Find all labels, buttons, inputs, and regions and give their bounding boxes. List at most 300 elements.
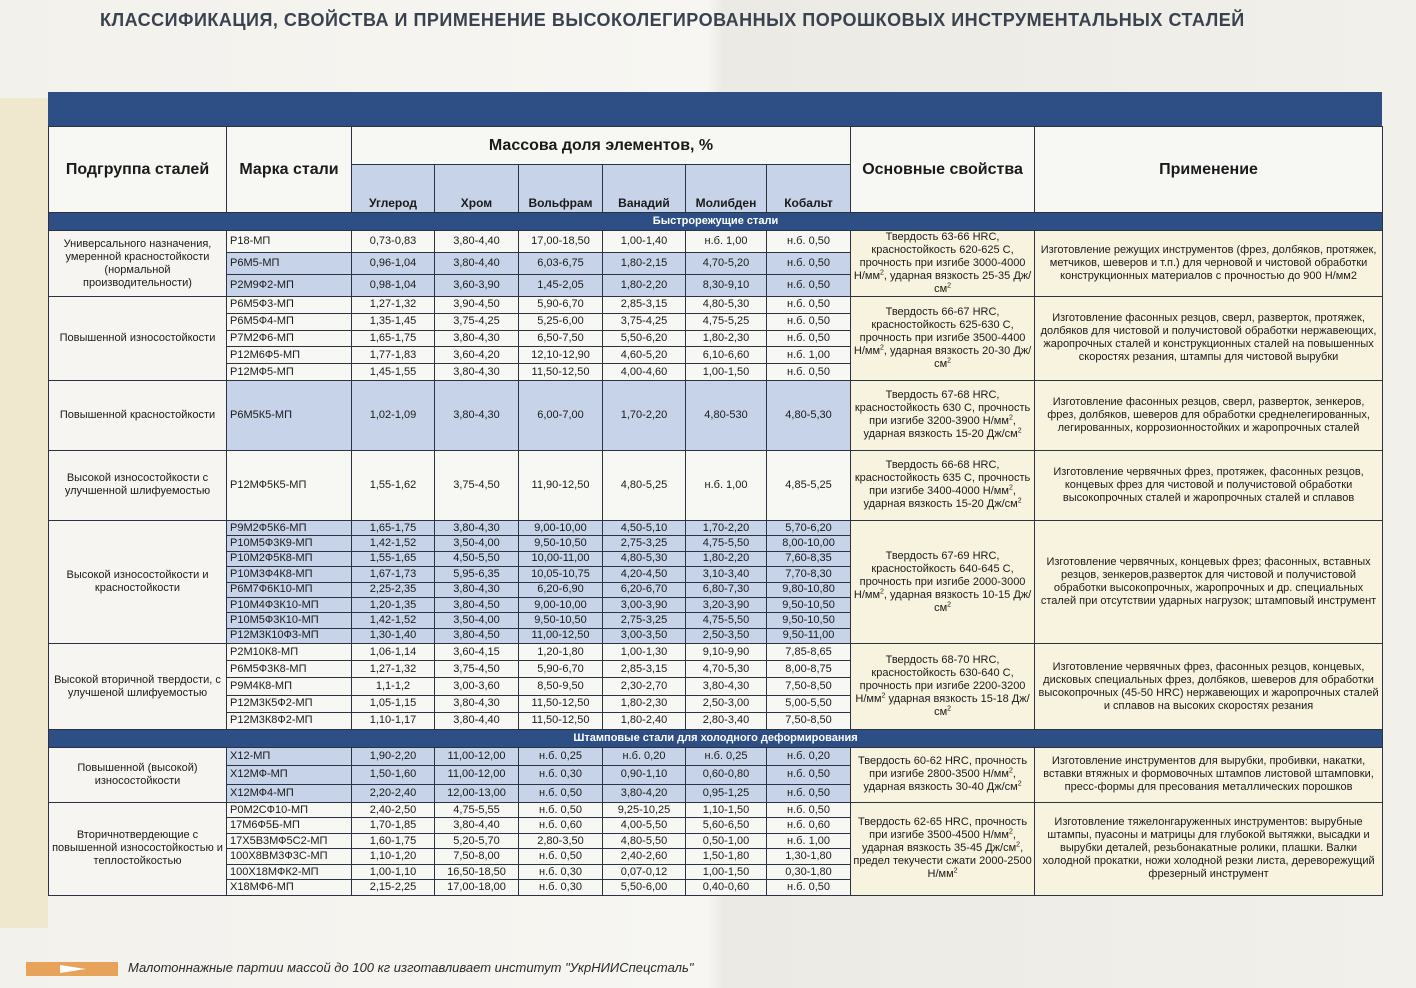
element-value: 6,20-6,70 [603, 582, 686, 597]
element-value: 11,00-12,00 [435, 766, 519, 784]
element-value: 4,50-5,10 [603, 520, 686, 535]
footer-note: Малотоннажные партии массой до 100 кг изготавливает институт "УкрНИИСпецсталь" [128, 960, 694, 975]
properties-text: Твердость 67-68 HRC, красностойкость 630 С, прочность при изгибе 3200-3900 Н/мм [854, 389, 1031, 428]
element-value: 1,50-1,60 [352, 766, 435, 784]
element-value: 3,20-3,90 [686, 597, 767, 612]
element-value: 11,50-12,50 [519, 364, 603, 381]
steel-grade: 17Х5В3МФ5С2-МП [227, 833, 352, 849]
element-value: 5,20-5,70 [435, 833, 519, 849]
element-value: 4,70-5,30 [686, 661, 767, 678]
steel-grade: Х12МФ4-МП [227, 784, 352, 802]
properties-text: Твердость 67-69 HRC, красностойкость 640-645 С, прочность при изгибе 2000-3000 Н/мм [853, 549, 1026, 601]
table-row [49, 520, 1383, 535]
element-value: 4,80-5,30 [767, 380, 851, 450]
element-value: 4,80-5,30 [686, 297, 767, 314]
element-value: н.б. 1,00 [767, 833, 851, 849]
element-value: 4,20-4,50 [603, 567, 686, 582]
element-value: 0,50-1,00 [686, 833, 767, 849]
steel-grade: Р12М3К10Ф3-МП [227, 628, 352, 643]
element-value: 9,00-10,00 [519, 597, 603, 612]
superscript: 2 [880, 587, 884, 595]
element-value: 10,05-10,75 [519, 567, 603, 582]
header-chromium: Хром [435, 165, 519, 213]
element-value: 1,00-1,40 [603, 231, 686, 253]
element-value: 4,85-5,25 [767, 450, 851, 520]
properties-text: , ударная вязкость 15-20 Дж/см [863, 485, 1018, 511]
element-value: 9,50-10,50 [767, 597, 851, 612]
element-value: 0,30-1,80 [767, 864, 851, 880]
element-value: 5,90-6,70 [519, 297, 603, 314]
element-value: 1,80-2,15 [603, 253, 686, 275]
element-value: 7,70-8,30 [767, 567, 851, 582]
element-value: 4,75-5,50 [686, 536, 767, 551]
element-value: 10,00-11,00 [519, 551, 603, 566]
table-row [49, 380, 1383, 450]
section-title: Штамповые стали для холодного деформирования [49, 730, 1383, 748]
element-value: 4,00-4,60 [603, 364, 686, 381]
group-name: Высокой вторичной твердости, с улучшеной шлифуемостью [49, 644, 227, 730]
properties-text: Твердость 63-66 HRC, красностойкость 620-625 С, прочность при изгибе 3000-4000 Н/мм [853, 231, 1026, 282]
element-value: 9,50-10,50 [767, 613, 851, 628]
element-value: 6,00-7,00 [519, 380, 603, 450]
element-value: н.б. 1,00 [686, 450, 767, 520]
steel-grade: Р0М2СФ10-МП [227, 802, 352, 818]
element-value: 1,70-2,20 [603, 380, 686, 450]
element-value: 1,67-1,73 [352, 567, 435, 582]
table-row [49, 644, 1383, 661]
application: Изготовление червячных фрез, фасонных резцов, концевых, дисковых специальных фрез, долбяков, шеверов для обработки высокопрочных (45-50 HRC) нержавеющих и жаропрочных сталей и сплавов на высоких скоростях резания [1035, 644, 1383, 730]
superscript: 2 [953, 867, 958, 875]
element-value: 6,80-7,30 [686, 582, 767, 597]
superscript: 2 [1008, 767, 1013, 775]
element-value: 7,50-8,00 [435, 849, 519, 865]
element-value: 4,60-5,20 [603, 347, 686, 364]
element-value: 1,06-1,14 [352, 644, 435, 661]
properties-text: , ударная вязкость 15-20 Дж/см [863, 415, 1018, 441]
element-value: н.б. 0,30 [519, 880, 603, 896]
application: Изготовление режущих инструментов (фрез, долбяков, протяжек, метчиков, шеверов и т.п.) для черновой и чистовой обработки конструкционных материалов с прочностью до 900 Н/мм2 [1035, 231, 1383, 297]
element-value: 1,55-1,65 [352, 551, 435, 566]
element-value: 17,00-18,00 [435, 880, 519, 896]
element-value: 3,10-3,40 [686, 567, 767, 582]
element-value: 0,07-0,12 [603, 864, 686, 880]
properties-text: Твердость 60-62 HRC, прочность при изгибе 2800-3500 Н/мм [858, 755, 1028, 781]
element-value: 1,70-2,20 [686, 520, 767, 535]
element-value: 1,50-1,80 [686, 849, 767, 865]
element-value: 7,50-8,50 [767, 712, 851, 729]
element-value: 3,50-4,00 [435, 613, 519, 628]
steel-grade: Р6М7Ф6К10-МП [227, 582, 352, 597]
element-value: н.б. 0,50 [767, 275, 851, 297]
element-value: 9,25-10,25 [603, 802, 686, 818]
element-value: 1,10-1,20 [352, 849, 435, 865]
element-value: 3,80-4,50 [435, 597, 519, 612]
properties-text: , ударная вязкость 35-45 Дж/см [861, 829, 1017, 855]
table-row [49, 231, 1383, 253]
main-properties [851, 380, 1035, 450]
element-value: н.б. 0,30 [519, 864, 603, 880]
element-value: 3,60-4,15 [435, 644, 519, 661]
element-value: 2,40-2,60 [603, 849, 686, 865]
steel-grade: Р7М2Ф6-МП [227, 330, 352, 347]
element-value: 17,00-18,50 [519, 231, 603, 253]
table-row [49, 748, 1383, 766]
main-properties [851, 644, 1035, 730]
element-value: н.б. 0,50 [767, 802, 851, 818]
application: Изготовление инструментов для вырубки, пробивки, накатки, вставки втяжных и формовочных штампов листовой штамповки, пресс-формы для пресования металлических порошков [1035, 748, 1383, 803]
left-margin-strip [0, 98, 48, 928]
element-value: 1,05-1,15 [352, 695, 435, 712]
element-value: 9,10-9,90 [686, 644, 767, 661]
element-value: н.б. 0,25 [519, 748, 603, 766]
steel-grade: Р12М3К5Ф2-МП [227, 695, 352, 712]
element-value: 0,95-1,25 [686, 784, 767, 802]
properties-text: Твердость 66-68 HRC, красностойкость 635 С, прочность при изгибе 3400-4000 Н/мм [854, 459, 1031, 498]
group-name: Повышенной (высокой) износостойкости [49, 748, 227, 803]
group-name: Универсального назначения, умеренной красностойкости (нормальной производительности) [49, 231, 227, 297]
element-value: 0,90-1,10 [603, 766, 686, 784]
element-value: н.б. 0,50 [767, 313, 851, 330]
element-value: 11,00-12,50 [519, 628, 603, 643]
element-value: 2,40-2,50 [352, 802, 435, 818]
main-properties [851, 450, 1035, 520]
application: Изготовление фасонных резцов, сверл, разверток, зенкеров, фрез, долбяков, шеверов для обработки среднелегированных, легированных, коррозионностойких и жаропрочных сталей [1035, 380, 1383, 450]
element-value: 0,96-1,04 [352, 253, 435, 275]
steel-grade: Р12М6Ф5-МП [227, 347, 352, 364]
steel-grade: Р10М4Ф3К10-МП [227, 597, 352, 612]
superscript: 2 [947, 705, 952, 713]
element-value: 1,42-1,52 [352, 613, 435, 628]
element-value: 7,60-8,35 [767, 551, 851, 566]
header-application: Применение [1035, 127, 1383, 213]
table-row [49, 450, 1383, 520]
element-value: 4,70-5,20 [686, 253, 767, 275]
element-value: н.б. 0,50 [767, 297, 851, 314]
element-value: н.б. 0,20 [603, 748, 686, 766]
superscript: 2 [880, 344, 884, 352]
element-value: 11,90-12,50 [519, 450, 603, 520]
header-props: Основные свойства [851, 127, 1035, 213]
steel-grade: Р10М5Ф3К9-МП [227, 536, 352, 551]
element-value: 1,00-1,50 [686, 864, 767, 880]
superscript: 2 [947, 357, 952, 365]
element-value: 0,98-1,04 [352, 275, 435, 297]
element-value: 2,80-3,40 [686, 712, 767, 729]
element-value: 1,80-2,30 [686, 330, 767, 347]
element-value: 5,00-5,50 [767, 695, 851, 712]
element-value: 1,70-1,85 [352, 818, 435, 834]
steel-grade: 100Х8ВМ3Ф3С-МП [227, 849, 352, 865]
main-properties [851, 748, 1035, 803]
element-value: 2,85-3,15 [603, 297, 686, 314]
steel-grade: Р10М3Ф4К8-МП [227, 567, 352, 582]
properties-text: , ударная вязкость 20-30 Дж/см [883, 344, 1032, 370]
element-value: 2,30-2,70 [603, 678, 686, 695]
element-value: 3,75-4,50 [435, 661, 519, 678]
element-value: 4,50-5,50 [435, 551, 519, 566]
element-value: 9,80-10,80 [767, 582, 851, 597]
element-value: н.б. 0,20 [767, 748, 851, 766]
steel-grade: 100Х18МФК2-МП [227, 864, 352, 880]
superscript: 2 [947, 282, 952, 290]
element-value: н.б. 0,50 [767, 784, 851, 802]
steel-grade: Р18-МП [227, 231, 352, 253]
superscript: 2 [947, 600, 952, 608]
element-value: 4,80-530 [686, 380, 767, 450]
element-value: 4,75-5,55 [435, 802, 519, 818]
application: Изготовление фасонных резцов, сверл, разверток, протяжек, долбяков для чистовой и получистовой обработки нержавеющих, жаропрочных сталей и конструкционных сталей на повышенных скоростях резания, штампы для чистовой вырубки [1035, 297, 1383, 381]
section-title: Быстрорежущие стали [49, 213, 1383, 231]
properties-text: , предел текучести сжати 2000-2500 Н/мм [853, 842, 1032, 881]
main-properties [851, 802, 1035, 895]
element-value: 12,00-13,00 [435, 784, 519, 802]
element-value: 1,60-1,75 [352, 833, 435, 849]
element-value: 8,50-9,50 [519, 678, 603, 695]
element-value: 5,60-6,50 [686, 818, 767, 834]
steel-grade: Р6М5Ф3-МП [227, 297, 352, 314]
element-value: н.б. 1,00 [686, 231, 767, 253]
element-value: 4,80-5,50 [603, 833, 686, 849]
element-value: н.б. 0,50 [767, 880, 851, 896]
element-value: 3,80-4,50 [435, 628, 519, 643]
group-name: Повышенной красностойкости [49, 380, 227, 450]
element-value: 1,42-1,52 [352, 536, 435, 551]
element-value: 2,50-3,50 [686, 628, 767, 643]
element-value: 3,60-3,90 [435, 275, 519, 297]
header-band [48, 92, 1382, 126]
element-value: 3,80-4,30 [435, 330, 519, 347]
element-value: 16,50-18,50 [435, 864, 519, 880]
group-name: Высокой износостойкости с улучшенной шлифуемостью [49, 450, 227, 520]
element-value: 3,80-4,30 [435, 520, 519, 535]
element-value: 3,80-4,40 [435, 231, 519, 253]
element-value: 4,75-5,25 [686, 313, 767, 330]
element-value: н.б. 0,60 [767, 818, 851, 834]
element-value: 3,80-4,40 [435, 712, 519, 729]
steel-grade: Х12МФ-МП [227, 766, 352, 784]
element-value: 5,70-6,20 [767, 520, 851, 535]
superscript: 2 [1017, 497, 1022, 505]
steel-grade: 17М6Ф5Б-МП [227, 818, 352, 834]
application: Изготовление тяжелонгаруженных инструментов: вырубные штампы, пуасоны и матрицы для глубокой вытяжки, высадки и вырубки деталей, резьбонакатные ролики, плашки. Валки холодной прокатки, ножи холодной резки листа, дереворежущий фрезерный инструмент [1035, 802, 1383, 895]
superscript: 2 [1008, 828, 1013, 836]
element-value: 5,95-6,35 [435, 567, 519, 582]
steel-grade: Р9М4К8-МП [227, 678, 352, 695]
superscript: 2 [1008, 484, 1013, 492]
superscript: 2 [1008, 414, 1013, 422]
properties-text: Твердость 62-65 HRC, прочность при изгибе 3500-4500 Н/мм [858, 816, 1028, 842]
element-value: 1,55-1,62 [352, 450, 435, 520]
header-grade: Марка стали [227, 127, 352, 213]
element-value: 1,00-1,50 [686, 364, 767, 381]
steel-table [48, 126, 1383, 896]
superscript: 2 [880, 269, 884, 277]
header-vanadium: Ванадий [603, 165, 686, 213]
steel-grade: Р6М5Ф4-МП [227, 313, 352, 330]
main-properties [851, 297, 1035, 381]
element-value: 1,30-1,80 [767, 849, 851, 865]
element-value: 5,50-6,20 [603, 330, 686, 347]
element-value: 12,10-12,90 [519, 347, 603, 364]
element-value: 2,25-2,35 [352, 582, 435, 597]
element-value: 9,00-10,00 [519, 520, 603, 535]
properties-text: , ударная вязкость 10-15 Дж/см [883, 588, 1032, 614]
element-value: 1,65-1,75 [352, 520, 435, 535]
element-value: 3,80-4,20 [603, 784, 686, 802]
table-row [49, 802, 1383, 818]
main-properties [851, 231, 1035, 297]
properties-text: , ударная вязкость 25-35 Дж/см [883, 270, 1032, 295]
element-value: 3,80-4,30 [435, 582, 519, 597]
element-value: 11,50-12,50 [519, 712, 603, 729]
steel-grade: Р2М10К8-МП [227, 644, 352, 661]
element-value: 3,50-4,00 [435, 536, 519, 551]
steel-grade: Р12МФ5-МП [227, 364, 352, 381]
element-value: 1,10-1,17 [352, 712, 435, 729]
properties-text: , ударная вязкость 30-40 Дж/см [863, 768, 1018, 794]
element-value: 1,90-2,20 [352, 748, 435, 766]
element-value: 1,35-1,45 [352, 313, 435, 330]
element-value: 4,80-5,30 [603, 551, 686, 566]
header-molybdenum: Молибден [686, 165, 767, 213]
element-value: 2,85-3,15 [603, 661, 686, 678]
element-value: 1,1-1,2 [352, 678, 435, 695]
element-value: н.б. 0,50 [767, 330, 851, 347]
steel-grade: Р12М3К8Ф2-МП [227, 712, 352, 729]
element-value: 1,45-1,55 [352, 364, 435, 381]
element-value: 1,80-2,30 [603, 695, 686, 712]
element-value: 0,73-0,83 [352, 231, 435, 253]
element-value: 7,85-8,65 [767, 644, 851, 661]
element-value: 0,60-0,80 [686, 766, 767, 784]
element-value: 1,20-1,35 [352, 597, 435, 612]
element-value: 3,00-3,90 [603, 597, 686, 612]
element-value: 9,50-10,50 [519, 536, 603, 551]
element-value: 1,45-2,05 [519, 275, 603, 297]
main-properties [851, 520, 1035, 643]
element-value: н.б. 0,30 [519, 766, 603, 784]
properties-text: ударная вязкость 15-18 Дж/см [885, 693, 1030, 719]
element-value: 1,80-2,40 [603, 712, 686, 729]
element-value: 3,00-3,60 [435, 678, 519, 695]
properties-text: Твердость 66-67 HRC, красностойкость 625-630 С, прочность при изгибе 3500-4400 Н/мм [853, 305, 1026, 357]
element-value: 1,80-2,20 [686, 551, 767, 566]
element-value: 5,25-6,00 [519, 313, 603, 330]
element-value: 6,03-6,75 [519, 253, 603, 275]
element-value: 4,75-5,50 [686, 613, 767, 628]
element-value: 1,10-1,50 [686, 802, 767, 818]
element-value: 11,00-12,00 [435, 748, 519, 766]
properties-text: Твердость 68-70 HRC, красностойкость 630-640 С, прочность при изгибе 2200-3200 Н/мм [855, 654, 1026, 706]
table-row [49, 297, 1383, 314]
element-value: 1,20-1,80 [519, 644, 603, 661]
element-value: 3,80-4,30 [686, 678, 767, 695]
element-value: 3,00-3,50 [603, 628, 686, 643]
element-value: н.б. 0,50 [767, 253, 851, 275]
element-value: 0,40-0,60 [686, 880, 767, 896]
element-value: н.б. 0,60 [519, 818, 603, 834]
element-value: 11,50-12,50 [519, 695, 603, 712]
element-value: 3,90-4,50 [435, 297, 519, 314]
element-value: 1,80-2,20 [603, 275, 686, 297]
steel-grade: Р6М5Ф3К8-МП [227, 661, 352, 678]
header-group: Подгруппа сталей [49, 127, 227, 213]
application: Изготовление червячных, концевых фрез; фасонных, вставных резцов, зенкеров,разверток для чистовой и получистовой обработки высокопрочных, жаропрочных и др. специальных сталей при отсутствии ударных нагрузок; штамповый инструмент [1035, 520, 1383, 643]
element-value: 5,50-6,00 [603, 880, 686, 896]
element-value: 1,27-1,32 [352, 661, 435, 678]
footer [26, 958, 726, 982]
steel-grade: Р12МФ5К5-МП [227, 450, 352, 520]
steel-grade: Х18МФ6-МП [227, 880, 352, 896]
header-tungsten: Вольфрам [519, 165, 603, 213]
element-value: 3,80-4,40 [435, 253, 519, 275]
group-name: Вторичнотвердеющие с повышенной износостойкостью и теплостойкостью [49, 802, 227, 895]
steel-grade: Р9М2Ф5К6-МП [227, 520, 352, 535]
steel-grade: Р6М5К5-МП [227, 380, 352, 450]
element-value: 2,15-2,25 [352, 880, 435, 896]
element-value: 2,80-3,50 [519, 833, 603, 849]
element-value: 2,75-3,25 [603, 536, 686, 551]
element-value: 6,50-7,50 [519, 330, 603, 347]
element-value: 1,65-1,75 [352, 330, 435, 347]
element-value: н.б. 0,50 [519, 784, 603, 802]
element-value: н.б. 0,50 [519, 849, 603, 865]
group-name: Повышенной износостойкости [49, 297, 227, 381]
element-value: 6,10-6,60 [686, 347, 767, 364]
element-value: 1,27-1,32 [352, 297, 435, 314]
element-value: 1,00-1,30 [603, 644, 686, 661]
superscript: 2 [1017, 427, 1022, 435]
superscript: 2 [881, 692, 886, 700]
element-value: н.б. 1,00 [767, 347, 851, 364]
element-value: н.б. 0,50 [519, 802, 603, 818]
header-mass: Массова доля элементов, % [352, 127, 851, 165]
group-name: Высокой износостойкости и красностойкости [49, 520, 227, 643]
element-value: 1,30-1,40 [352, 628, 435, 643]
steel-grade: Р6М5-МП [227, 253, 352, 275]
steel-grade: Р2М9Ф2-МП [227, 275, 352, 297]
header-carbon: Углерод [352, 165, 435, 213]
element-value: 8,00-8,75 [767, 661, 851, 678]
page-title: КЛАССИФИКАЦИЯ, СВОЙСТВА И ПРИМЕНЕНИЕ ВЫСОКОЛЕГИРОВАННЫХ ПОРОШКОВЫХ ИНСТРУМЕНТАЛЬНЫХ СТАЛЕЙ [100, 10, 1245, 30]
superscript: 2 [1016, 841, 1021, 849]
header-cobalt: Кобальт [767, 165, 851, 213]
element-value: 4,00-5,50 [603, 818, 686, 834]
element-value: н.б. 0,50 [767, 364, 851, 381]
steel-grade: Р10М2Ф5К8-МП [227, 551, 352, 566]
element-value: 6,20-6,90 [519, 582, 603, 597]
superscript: 2 [1017, 780, 1022, 788]
element-value: 1,00-1,10 [352, 864, 435, 880]
steel-grade: Р10М5Ф3К10-МП [227, 613, 352, 628]
application: Изготовление червячных фрез, протяжек, фасонных резцов, концевых фрез для чистовой и получистовой обработки высокопрочных сталей и жаропрочных сталей и сплавов [1035, 450, 1383, 520]
element-value: 5,90-6,70 [519, 661, 603, 678]
element-value: 3,80-4,30 [435, 380, 519, 450]
element-value: 3,80-4,30 [435, 364, 519, 381]
element-value: 2,50-3,00 [686, 695, 767, 712]
steel-grade: Х12-МП [227, 748, 352, 766]
element-value: 4,80-5,25 [603, 450, 686, 520]
element-value: 1,77-1,83 [352, 347, 435, 364]
element-value: 2,75-3,25 [603, 613, 686, 628]
element-value: 3,80-4,40 [435, 818, 519, 834]
element-value: н.б. 0,50 [767, 231, 851, 253]
element-value: 7,50-8,50 [767, 678, 851, 695]
element-value: 1,02-1,09 [352, 380, 435, 450]
element-value: 3,75-4,50 [435, 450, 519, 520]
element-value: 9,50-11,00 [767, 628, 851, 643]
element-value: 3,75-4,25 [603, 313, 686, 330]
